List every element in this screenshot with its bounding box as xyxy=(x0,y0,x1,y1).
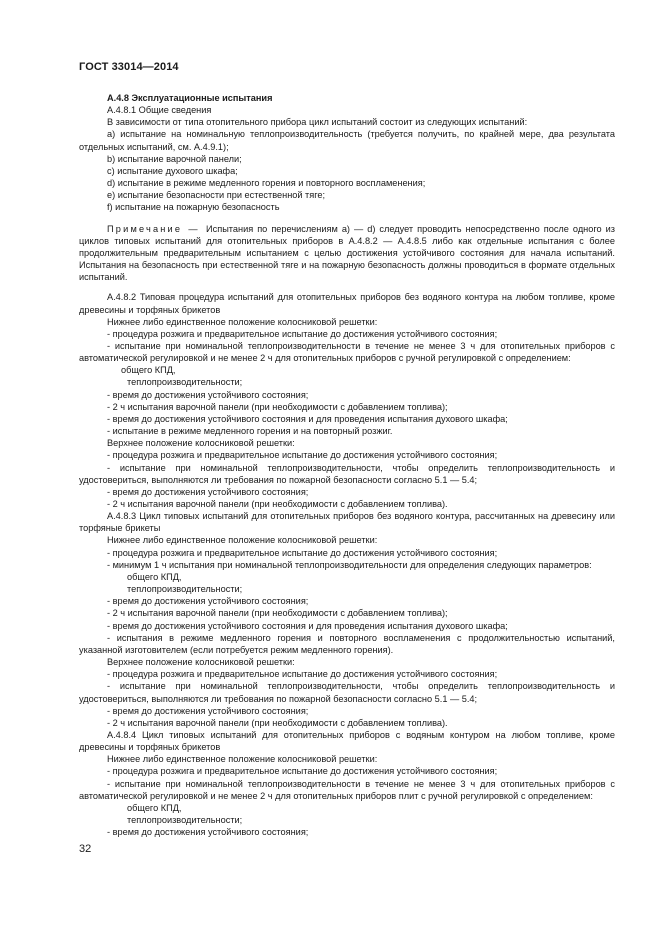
text-line xyxy=(79,765,615,777)
text-content: е) испытание безопасности при естественной тяге; xyxy=(107,190,326,201)
text-content: - время до достижения устойчивого состояния; xyxy=(107,596,309,607)
text-line xyxy=(79,425,615,437)
text-line xyxy=(79,364,615,376)
text-line xyxy=(79,729,615,753)
text-content: - время до достижения устойчивого состояния и для проведения испытания духового шкафа; xyxy=(107,620,508,631)
note-label: Примечание — xyxy=(107,223,207,234)
document-header: ГОСТ 33014—2014 xyxy=(79,61,179,73)
text-content: - испытание при номинальной теплопроизводительности, чтобы определить теплопроизводительность и удостовериться, выполняются ли требования по пожарной безопасности согласно 5.1 — 5.4; xyxy=(79,681,615,704)
text-content: теплопроизводительности; xyxy=(127,584,243,595)
text-content: общего КПД, xyxy=(121,365,176,376)
text-line xyxy=(79,632,615,656)
text-line xyxy=(79,559,615,571)
text-content: - 2 ч испытания варочной панели (при необходимости с добавлением топлива); xyxy=(107,401,448,412)
text-content: Верхнее положение колосниковой решетки: xyxy=(107,438,295,449)
text-content: общего КПД, xyxy=(127,571,182,582)
text-line xyxy=(79,826,615,838)
text-content: - время до достижения устойчивого состояния; xyxy=(107,827,309,838)
page-number: 32 xyxy=(79,843,92,855)
text-content: - 2 ч испытания варочной панели (при необходимости с добавлением топлива). xyxy=(107,499,448,509)
text-line xyxy=(79,753,615,765)
text-line xyxy=(79,571,615,583)
text-line xyxy=(79,165,615,177)
text-line xyxy=(79,92,615,104)
text-line xyxy=(79,413,615,425)
text-line xyxy=(79,802,615,814)
text-line xyxy=(79,116,615,128)
text-line xyxy=(79,153,615,165)
text-line xyxy=(79,104,615,116)
text-content: - испытание при номинальной теплопроизводительности, чтобы определить теплопроизводительность и удостовериться, выполняются ли требования по пожарной безопасности согласно 5.1 — 5.4; xyxy=(79,462,615,485)
text-line xyxy=(79,128,615,152)
text-line xyxy=(79,462,615,486)
text-line xyxy=(79,668,615,680)
text-line xyxy=(79,620,615,632)
text-content: А.4.8.1 Общие сведения xyxy=(107,105,212,116)
text-content: d) испытание в режиме медленного горения и повторного воспламенения; xyxy=(107,178,426,189)
text-line xyxy=(79,705,615,717)
text-content: - 2 ч испытания варочной панели (при необходимости с добавлением топлива); xyxy=(107,608,448,619)
text-content: Нижнее либо единственное положение колосниковой решетки: xyxy=(107,754,378,765)
text-content: - процедура розжига и предварительное испытание до достижения устойчивого состояния; xyxy=(107,766,498,777)
text-content: - время до достижения устойчивого состояния и для проведения испытания духового шкафа; xyxy=(107,413,508,424)
text-content: В зависимости от типа отопительного прибора цикл испытаний состоит из следующих испытаний: xyxy=(107,117,528,128)
text-line xyxy=(79,607,615,619)
text-content: общего КПД, xyxy=(127,802,182,813)
text-line xyxy=(79,328,615,340)
text-line xyxy=(79,389,615,401)
text-content: теплопроизводительности; xyxy=(127,815,243,826)
text-content: - 2 ч испытания варочной панели (при необходимости с добавлением топлива). xyxy=(107,717,448,728)
text-content: - испытания в режиме медленного горения и повторного воспламенения с продолжительностью испытаний, указанной изготовителем (если потребуется режим медленного горения). xyxy=(79,632,615,655)
text-line xyxy=(79,223,615,284)
text-line xyxy=(79,595,615,607)
text-line xyxy=(79,680,615,704)
text-content: А.4.8 Эксплуатационные испытания xyxy=(107,93,273,103)
text-content: - время до достижения устойчивого состояния; xyxy=(107,389,309,400)
text-content: - процедура розжига и предварительное испытание до достижения устойчивого состояния; xyxy=(107,450,498,461)
text-line xyxy=(79,717,615,729)
text-content: - процедура розжига и предварительное испытание до достижения устойчивого состояния; xyxy=(107,328,498,339)
text-line xyxy=(79,656,615,668)
text-content: - время до достижения устойчивого состояния; xyxy=(107,486,309,497)
text-content: с) испытание духового шкафа; xyxy=(107,165,238,176)
text-line xyxy=(79,177,615,189)
text-content: А.4.8.3 Цикл типовых испытаний для отопительных приборов без водяного контура, рассчитанных на древесину или торфяные брикеты xyxy=(79,511,615,534)
text-line xyxy=(79,189,615,201)
text-content: Нижнее либо единственное положение колосниковой решетки: xyxy=(107,316,378,327)
text-content: Нижнее либо единственное положение колосниковой решетки: xyxy=(107,535,378,546)
text-line xyxy=(79,534,615,546)
text-line xyxy=(79,814,615,826)
text-line xyxy=(79,401,615,413)
text-content: - процедура розжига и предварительное испытание до достижения устойчивого состояния; xyxy=(107,547,498,558)
text-content: - процедура розжига и предварительное испытание до достижения устойчивого состояния; xyxy=(107,669,498,680)
text-content: - испытание при номинальной теплопроизводительности в течение не менее 3 ч для отопительных приборов с автоматической регулировкой и не менее 2 ч для отопительных приборов плит с ручной регулировкой с определением: xyxy=(79,778,615,801)
text-line xyxy=(79,583,615,595)
text-content: b) испытание варочной панели; xyxy=(107,153,242,164)
text-line xyxy=(79,201,615,213)
text-line xyxy=(79,437,615,449)
text-line xyxy=(79,486,615,498)
text-line xyxy=(79,449,615,461)
text-content: А.4.8.4 Цикл типовых испытаний для отопительных приборов с водяным контуром на любом топливе, кроме древесины и торфяных брикетов xyxy=(79,729,615,753)
text-content: - минимум 1 ч испытания при номинальной теплопроизводительности для определения следующих параметров: xyxy=(107,559,592,570)
text-line xyxy=(79,291,615,315)
text-line xyxy=(79,498,615,510)
text-line xyxy=(79,316,615,328)
text-content: теплопроизводительности; xyxy=(127,377,243,388)
text-content: а) испытание на номинальную теплопроизводительность (требуется получить, по крайней мере, два результата отдельных испытаний, см. А.4.9.1); xyxy=(79,129,615,152)
text-line xyxy=(79,376,615,388)
text-line xyxy=(79,778,615,802)
text-content: Испытания по перечислениям а) — d) следует проводить непосредственно после одного из циклов типовых испытаний для отопительных приборов в А.4.8.2 — А.4.8.5 либо как отдельные испытания с более продолжительным предварительным испытанием с целью достижения устойчивого состояния для начала испытаний. Испытания на безопасность при естественной тяге и на пожарную безопасность должны проводиться в формате отдельных испытаний. xyxy=(79,223,615,283)
text-content: А.4.8.2 Типовая процедура испытаний для отопительных приборов без водяного контура на любом топливе, кроме древесины и торфяных брикетов xyxy=(79,292,615,315)
text-line xyxy=(79,547,615,559)
text-line xyxy=(79,510,615,534)
text-content: Верхнее положение колосниковой решетки: xyxy=(107,657,295,668)
document-body xyxy=(79,92,615,838)
text-content: f) испытание на пожарную безопасность xyxy=(107,202,280,213)
text-line xyxy=(79,340,615,364)
text-content: - испытание в режиме медленного горения и на повторный розжиг. xyxy=(107,426,393,437)
text-content: - испытание при номинальной теплопроизводительности в течение не менее 3 ч для отопительных приборов с автоматической регулировкой и не менее 2 ч для отопительных приборов с ручной регулировкой с определением: xyxy=(79,340,615,364)
text-content: - время до достижения устойчивого состояния; xyxy=(107,705,309,716)
